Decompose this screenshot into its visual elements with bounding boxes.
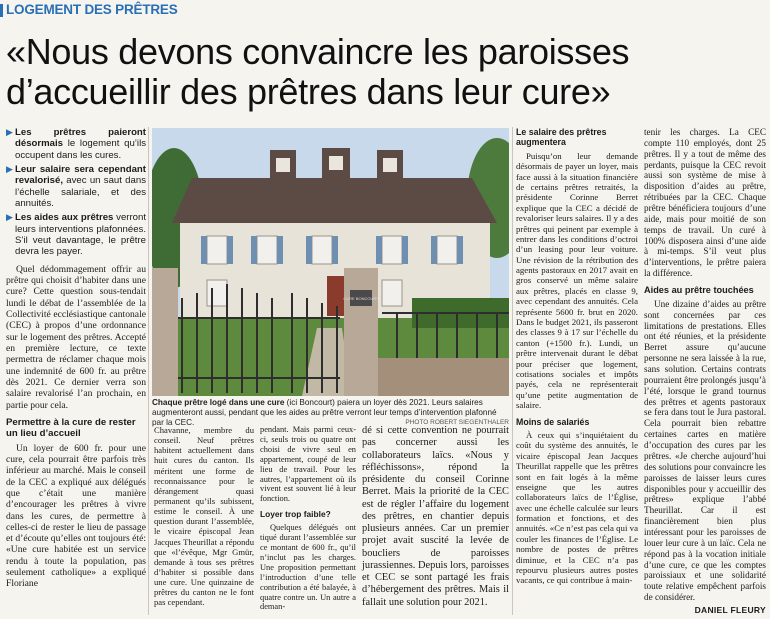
column-1 bbox=[6, 127, 146, 592]
paragraph: Chavanne, membre du conseil. Neuf prêtres habitent actuellement dans huit cures du canton. Ils méritent une forme de reconnaissance pour le dérangement quasi permanent qu’ils subissent, estime le conseil. À une question durant l’assemblée, le vicaire épiscopal Jean Jacques Theurillat a répondu que «l’évêque, Mgr Gmür, demande à tous ses prêtres d’habiter si possible dans une cure. Une quinzaine de prêtres du canton ne le font pas cependant. bbox=[154, 425, 254, 608]
photo-caption bbox=[152, 398, 509, 428]
column-3 bbox=[260, 425, 356, 614]
photo-cure-boncourt bbox=[152, 128, 509, 396]
bullet-bold: Leur salaire sera cependant revalorisé, bbox=[15, 163, 146, 187]
summary-bullet bbox=[6, 212, 146, 257]
column-6 bbox=[644, 127, 766, 616]
bullet-bold: Les aides aux prêtres bbox=[15, 212, 114, 224]
paragraph: Un loyer de 600 fr. pour une cure, cela pourrait être parfois très inférieur au marché. Mais le conseil de la CEC a expliqué aux délégués que c’était une manière d’encourager les prêtres à vivre dans les cures, de permettre à celles-ci de rester le lieu de passage et d’écoute qu’elles ont toujours été: «Une cure habitée est un service rendu à toute la population, pas seulement catholique» a expliqué Floriane bbox=[6, 442, 146, 590]
summary-bullets bbox=[6, 127, 146, 258]
paragraph: Puisqu’on leur demande désormais de payer un loyer, mais face aussi à la situation financière de certains prêtres retraités, la présidente Corinne Berret explique que la CEC a décidé de revaloriser leurs salaires. Il y a des prêtres qui peinent par exemple à entrer dans les conditions d’octroi d’un leasing pour leur voiture. Une révision de la rétribution des agents pastoraux en 2017 avait en gros conservé un même salaire aux prêtres, placés en classe 9, avec cependant des annuités. Cela représente 5600 fr. brut en 2020. Dans le budget 2021, ils passeront des classes 9 à 17 sur l’échelle du canton (+1500 fr.). Lundi, un prêtre intervenait durant le débat pour préciser que logement, cotisations sociales et impôts payés, cela ne représenterait qu’une petite augmentation de salaire. bbox=[516, 150, 638, 411]
bullet-text: le logement qu’ils occupent dans les cures. bbox=[15, 138, 146, 161]
triangle-icon: ▶ bbox=[6, 163, 13, 174]
triangle-icon: ▶ bbox=[6, 212, 13, 223]
bullet-text: verront leurs interventions plafonnées. S’il veut davantage, le prêtre devra les payer. bbox=[15, 212, 147, 258]
paragraph: À ceux qui s’inquiétaient du coût du système des annuités, le vicaire épiscopal Jean Jacques Theurillat rappelle que les prêtres sont en fait logés à la même enseigne que les autres collaborateurs laïcs de l’Église, avec une échelle calculée sur leurs formation et fonctions, et des annuités. «Ce n’est pas cela qui va couler les finances de l’Église. Le nombre de postes de prêtres diminue, et la CEC n’a pas repourvu plusieurs autres postes vacants, ce qui contribue à main- bbox=[516, 429, 638, 586]
paragraph: dé si cette convention ne pourrait pas concerner aussi les collaborateurs laïcs. «Nous y réfléchissons», répond la présidente du conseil Corinne Berret. Mais la priorité de la CEC est de régler l’affaire du logement des prêtres, en chantier depuis plusieurs années. Car un premier projet avait suscité la levée de boucliers de paroisses jurassiennes. Depuis lors, paroisses et CEC se sont partagé les frais d’hébergement des prêtres. Mais il fallait une solution pour 2021. bbox=[362, 425, 509, 608]
summary-bullet bbox=[6, 164, 146, 209]
paragraph: pendant. Mais parmi ceux-ci, seuls trois ou quatre ont choisi de vivre seul en appartement, coupé de leur lieu de travail. Pour les autres, l’appartement où ils vivent est souvent lié à leur fonction. bbox=[260, 425, 356, 504]
kicker-bar bbox=[0, 4, 3, 17]
subheading: Aides au prêtre touchées bbox=[644, 285, 754, 296]
subheading: Le salaire des prêtres augmentera bbox=[516, 127, 607, 148]
paragraph: Quelques délégués ont tiqué durant l’assemblée sur ce montant de 600 fr., qu’il n’inclut pas les charges. Une proposition permettant l’introduction d’une telle contribution a été balayée, à quatre contre un. Un autre a deman- bbox=[260, 523, 356, 612]
headline: «Nous devons convaincre les paroisses d’accueillir des prêtres dans leur cure» bbox=[6, 31, 630, 112]
triangle-icon: ▶ bbox=[6, 127, 13, 137]
subheading: Moins de salariés bbox=[516, 416, 590, 427]
photo-credit: PHOTO ROBERT SIEGENTHALER bbox=[405, 419, 509, 426]
column-divider bbox=[512, 127, 513, 615]
lead-paragraph: Quel dédommagement offrir au prêtre qui choisit d’habiter dans une cure? Cette question sous-tendait lundi le débat de l’assemblée de la Collectivité ecclésiastique cantonale (CEC) à propos d’une ordonnance sur le logement des prêtres. Accepté en première lecture, ce texte permettra de réclamer chaque mois une indemnité de 600 fr. au prêtre dès 2021. Ce dernier verra son salaire revalorisé l’an prochain, en partie pour cela. bbox=[6, 263, 146, 411]
caption-text: (ici Boncourt) paiera un loyer dès 2021. Leurs salaires augmenteront aussi, pendant que les aides au prêtre verront leur temps d’intervention plafonné par la CEC. bbox=[152, 398, 497, 427]
column-divider bbox=[148, 127, 149, 615]
subheading: Permettre à la cure de rester un lieu d’accueil bbox=[6, 416, 136, 440]
column-2 bbox=[154, 425, 254, 610]
column-4 bbox=[362, 425, 509, 611]
caption-bold: Chaque prêtre logé dans une cure bbox=[152, 398, 285, 407]
subheading: Loyer trop faible? bbox=[260, 509, 331, 520]
bullet-text: avec un saut dans l’échelle salariale, et des annuités. bbox=[15, 175, 146, 209]
house-illustration bbox=[152, 128, 509, 396]
column-5 bbox=[516, 127, 638, 588]
paragraph: tenir les charges. La CEC compte 110 employés, dont 25 prêtres. Il y a tout de même des perdants, puisque la CEC revoit aussi son système de mise à disposition d’aides au prêtre, rétribuées par la CEC. Chaque prêtre bénéficiera toujours d’une aide, mais pour moitié de son temps de travail. Un curé à 100% disposera ainsi d’une aide à mi-temps. S’il veut plus d’interventions, le prêtre paiera la différence. bbox=[644, 127, 766, 279]
bullet-bold: Les prêtres paieront désormais bbox=[15, 127, 146, 150]
section-kicker: LOGEMENT DES PRÊTRES bbox=[6, 2, 178, 17]
cure-sign-text: CURE BONCOURT bbox=[343, 296, 379, 301]
paragraph: Une dizaine d’aides au prêtre sont concernées par ces limitations de prestations. Elles ont été réunies, et la présidente Berret assure qu’aucune personne ne sera laissée à la rue, sans solution. Certains contrats pourraient être prolongés jusqu’à l’été, lorsque le grand tournus des prêtres et agents pastoraux se fera dans tout le Jura pastoral. Cela pourrait bien rebattre certaines cartes en matière d’occupation des cures par les prêtres. «Je cherche aujourd’hui des solutions pour convaincre les paroisses de laisser leurs cures disponibles pour y accueillir des prêtres» explique l’abbé Theurillat. Car il est financièrement bien plus intéressant pour les paroisses de louer leur cure à un laïc. Cela ne répond pas à la vocation initiale d’une cure, ce que les comptes paroissiaux et une solidarité toute relative empêchent parfois de considérer. bbox=[644, 298, 766, 603]
summary-bullet bbox=[6, 127, 146, 161]
author-signature: DANIEL FLEURY bbox=[694, 604, 766, 615]
